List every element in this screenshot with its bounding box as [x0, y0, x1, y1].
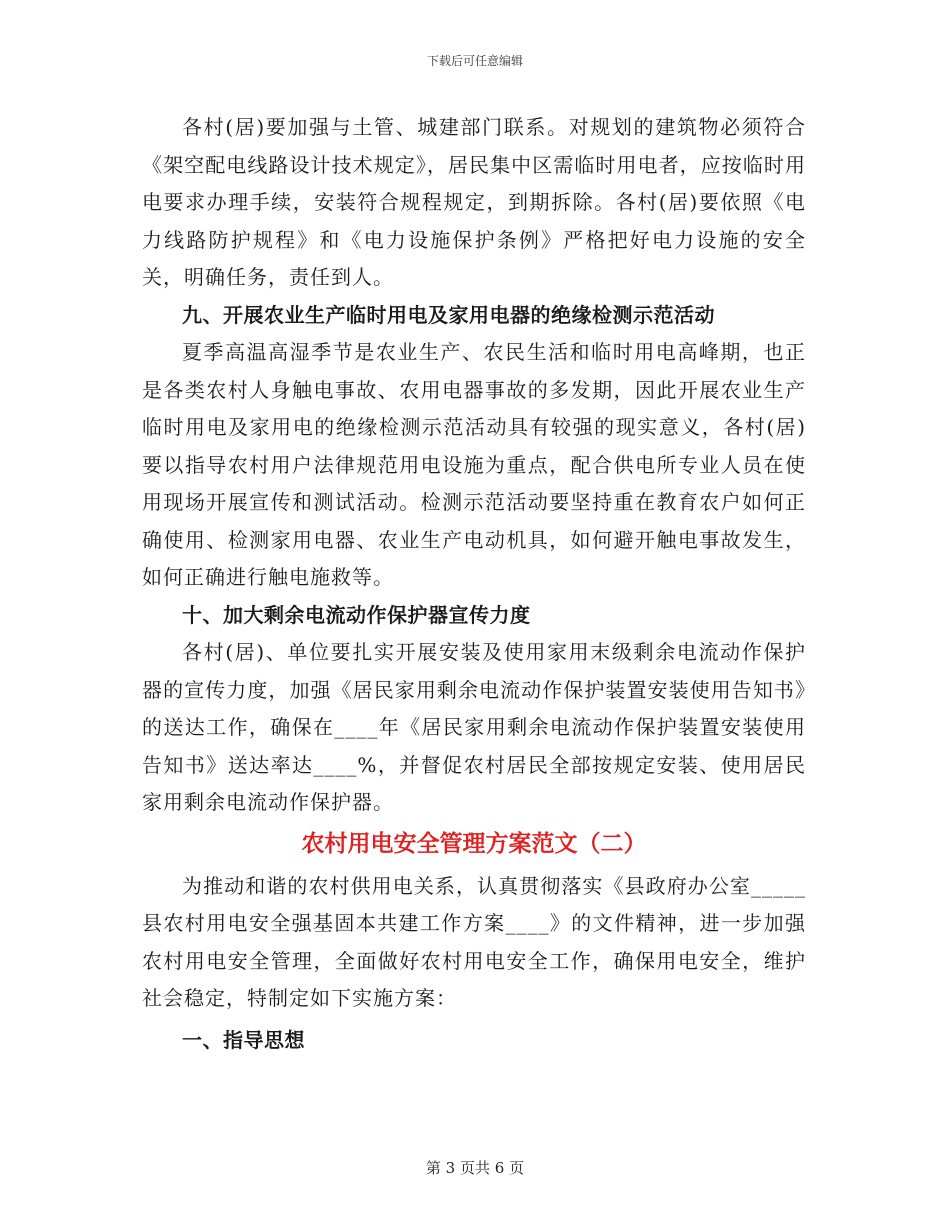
heading-section-10: 十、加大剩余电流动作保护器宣传力度: [182, 602, 531, 627]
page-header: 下载后可任意编辑: [426, 54, 523, 68]
page-number: 第 3 页共 6 页: [425, 1159, 525, 1177]
heading-guiding-ideology: 一、指导思想: [182, 1027, 305, 1052]
paragraph-power-planning: 各村(居)要加强与土管、城建部门联系。对规划的建筑物必须符合《架空配电线路设计技术规定》，居民集中区需临时用电者，应按临时用电要求办理手续，安装符合规程规定，到期拆除。各村(居)要依照《电力线路防护规程》和《电力设施保护条例》严格把好电力设施的安全关，明确任务，责任到人。: [142, 115, 806, 289]
heading-section-9: 九、开展农业生产临时用电及家用电器的绝缘检测示范活动: [182, 302, 715, 327]
paragraph-protector-promotion: 各村(居)、单位要扎实开展安装及使用家用末级剩余电流动作保护器的宣传力度，加强《居民家用剩余电流动作保护装置安装使用告知书》的送达工作，确保在____年《居民家用剩余电流动作保护装置安装使用告知书》送达率达____%，并督促农村居民全部按规定安装、使用居民家用剩余电流动作保护器。: [142, 640, 806, 814]
paragraph-insulation-testing: 夏季高温高湿季节是农业生产、农民生活和临时用电高峰期，也正是各类农村人身触电事故、农用电器事故的多发期，因此开展农业生产临时用电及家用电的绝缘检测示范活动具有较强的现实意义，各村(居)要以指导农村用户法律规范用电设施为重点，配合供电所专业人员在使用现场开展宣传和测试活动。检测示范活动要坚持重在教育农户如何正确使用、检测家用电器、农业生产电动机具，如何避开触电事故发生，如何正确进行触电施救等。: [142, 340, 806, 589]
document-body: [142, 109, 806, 1059]
document-section-title: 农村用电安全管理方案范文（二）: [301, 830, 647, 857]
paragraph-introduction: 为推动和谐的农村供用电关系，认真贯彻落实《县政府办公室_____县农村用电安全强基固本共建工作方案____》的文件精神，进一步加强农村用电安全管理，全面做好农村用电安全工作，确保用电安全，维护社会稳定，特制定如下实施方案：: [142, 873, 806, 1010]
